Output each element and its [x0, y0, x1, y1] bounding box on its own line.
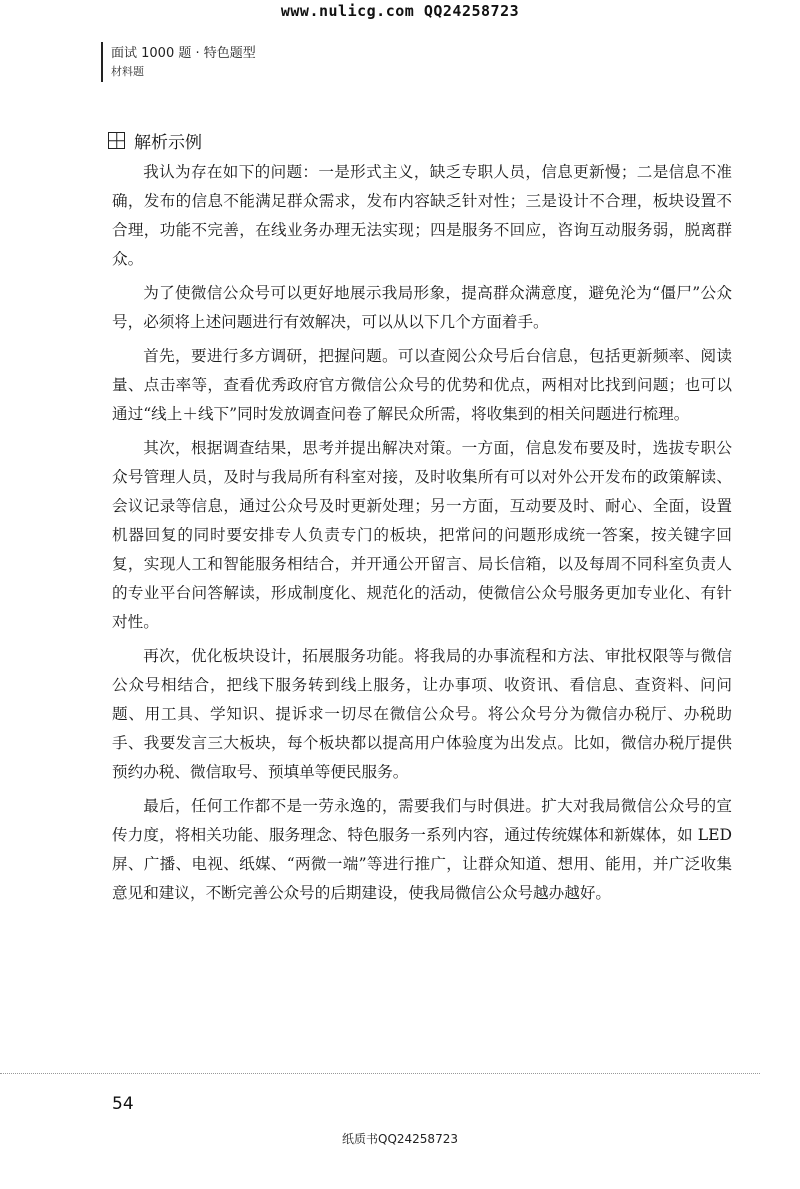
section-heading-text: 解析示例	[134, 133, 202, 153]
section-heading	[108, 128, 202, 153]
paragraph: 为了使微信公众号可以更好地展示我局形象，提高群众满意度，避免沦为“僵尸”公众号，必须将上述问题进行有效解决，可以从以下几个方面着手。	[112, 284, 732, 331]
body-text	[112, 158, 732, 913]
paragraph: 再次，优化板块设计，拓展服务功能。将我局的办事流程和方法、审批权限等与微信公众号相结合，把线下服务转到线上服务，让办事项、收资讯、看信息、查资料、问问题、用工具、学知识、提诉求一切尽在微信公众号。将公众号分为微信办税厅、办税助手、我要发言三大板块，每个板块都以提高用户体验度为出发点。比如，微信办税厅提供预约办税、微信取号、预填单等便民服务。	[112, 647, 732, 781]
bottom-watermark: 纸质书QQ24258723	[342, 1132, 458, 1146]
paragraph: 我认为存在如下的问题：一是形式主义，缺乏专职人员，信息更新慢；二是信息不准确，发布的信息不能满足群众需求，发布内容缺乏针对性；三是设计不合理，板块设置不合理，功能不完善，在线业务办理无法实现；四是服务不回应，咨询互动服务弱，脱离群众。	[112, 163, 732, 268]
paragraph: 首先，要进行多方调研，把握问题。可以查阅公众号后台信息，包括更新频率、阅读量、点击率等，查看优秀政府官方微信公众号的优势和优点，两相对比找到问题；也可以通过“线上＋线下”同时发放调查问卷了解民众所需，将收集到的相关问题进行梳理。	[112, 347, 732, 423]
running-header-title: 面试 1000 题 · 特色题型	[111, 46, 256, 61]
footer-divider	[0, 1073, 760, 1074]
grid-box-icon	[108, 132, 125, 149]
paragraph: 最后，任何工作都不是一劳永逸的，需要我们与时俱进。扩大对我局微信公众号的宣传力度，将相关功能、服务理念、特色服务一系列内容，通过传统媒体和新媒体，如 LED 屏、广播、电视、纸媒、“两微一端”等进行推广，让群众知道、想用、能用，并广泛收集意见和建议，不断完善公众号的后期建设，使我局微信公众号越办越好。	[112, 797, 732, 902]
top-watermark: www.nulicg.com QQ24258723	[280, 2, 520, 20]
page-number: 54	[112, 1094, 134, 1114]
paragraph: 其次，根据调查结果，思考并提出解决对策。一方面，信息发布要及时，选拔专职公众号管理人员，及时与我局所有科室对接，及时收集所有可以对外公开发布的政策解读、会议记录等信息，通过公众号及时更新处理；另一方面，互动要及时、耐心、全面，设置机器回复的同时要安排专人负责专门的板块，把常问的问题形成统一答案，按关键字回复，实现人工和智能服务相结合，并开通公开留言、局长信箱，以及每周不同科室负责人的专业平台问答解读，形成制度化、规范化的活动，使微信公众号服务更加专业化、有针对性。	[112, 439, 732, 631]
running-header-subtitle: 材料题	[111, 65, 144, 78]
header-divider	[101, 42, 103, 82]
